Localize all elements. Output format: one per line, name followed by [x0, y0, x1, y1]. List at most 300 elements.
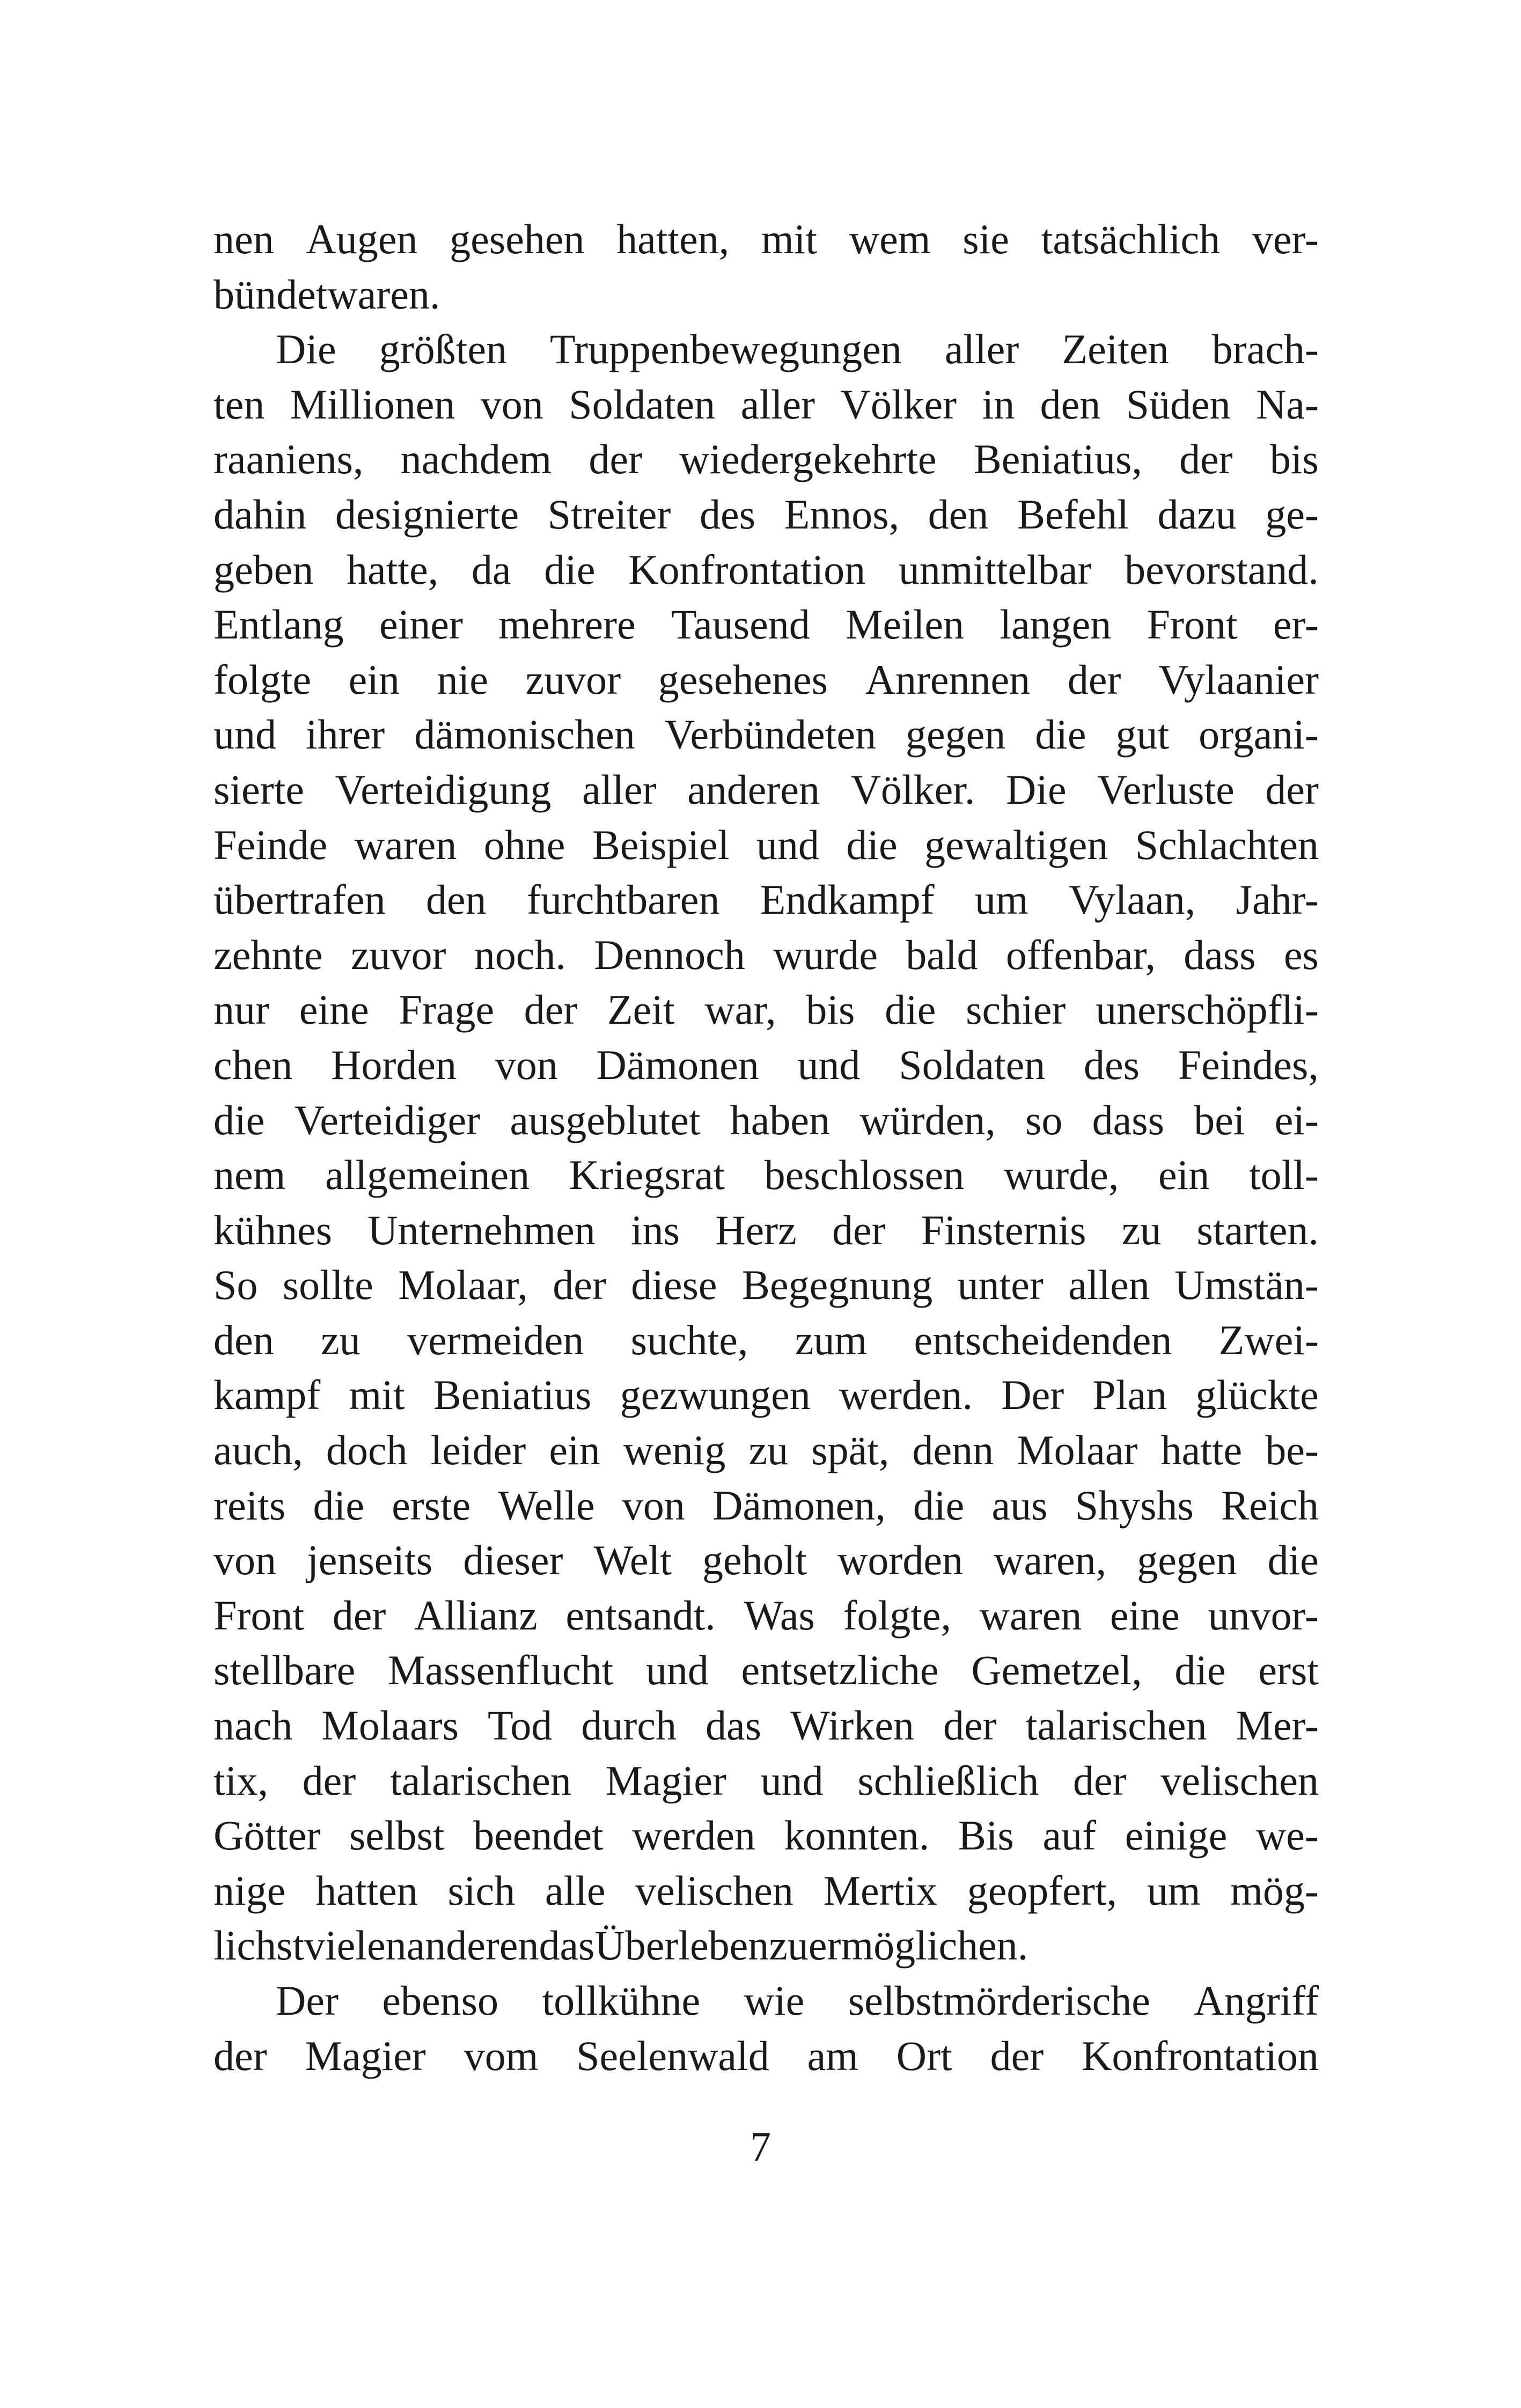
- word: bis: [1269, 436, 1319, 483]
- word: der: [1265, 766, 1319, 813]
- word: aller: [740, 380, 815, 428]
- text-line: [214, 1093, 1319, 1148]
- word: Der: [1001, 1371, 1064, 1419]
- word: Augen: [306, 216, 418, 262]
- word: Shyshs: [1075, 1481, 1194, 1529]
- word: spät,: [811, 1427, 890, 1474]
- word: sie: [962, 216, 1009, 262]
- text-line: [214, 542, 1319, 598]
- word: aus: [991, 1481, 1048, 1529]
- word: die: [1035, 711, 1086, 758]
- word: die: [1267, 1537, 1319, 1584]
- text-line: [214, 432, 1319, 487]
- word: nige: [214, 1867, 286, 1914]
- word: Götter: [214, 1812, 321, 1859]
- word: durch: [581, 1702, 677, 1749]
- word: kühnes: [214, 1206, 332, 1253]
- word: anderen: [687, 766, 820, 813]
- word: noch.: [474, 931, 566, 978]
- text-line: [214, 1808, 1319, 1863]
- word: zuvor: [350, 931, 446, 978]
- word: dämonischen: [414, 711, 635, 758]
- word: Endkampf: [760, 876, 935, 923]
- word: diese: [631, 1261, 717, 1309]
- word: vermeiden: [407, 1316, 584, 1363]
- word: leider: [430, 1427, 526, 1474]
- paragraph: [214, 322, 1319, 1973]
- page-number: 7: [750, 2123, 771, 2170]
- word: organi-: [1199, 711, 1319, 758]
- word: die: [313, 1481, 364, 1529]
- text-line: [214, 1038, 1319, 1093]
- word: zu: [769, 1922, 809, 1969]
- word: stellbare: [214, 1647, 356, 1694]
- word: Truppenbewegungen: [550, 326, 902, 373]
- word: jenseits: [307, 1537, 433, 1584]
- word: Tausend: [671, 601, 810, 648]
- word: Feinde: [214, 821, 328, 868]
- word: talarischen: [390, 1757, 571, 1804]
- word: Konfrontation: [1082, 2032, 1319, 2079]
- word: dazu: [1157, 490, 1237, 538]
- word: werden: [632, 1812, 755, 1859]
- word: Vylaan,: [1069, 876, 1196, 923]
- word: hatte: [1160, 1427, 1243, 1474]
- word: ten: [214, 380, 265, 428]
- text-line: [214, 1973, 1319, 2029]
- word: velischen: [1160, 1757, 1319, 1804]
- word: unerschöpfli-: [1096, 986, 1319, 1033]
- word: Entlang: [214, 601, 344, 648]
- word: wenig: [623, 1427, 726, 1474]
- word: folgte: [214, 656, 311, 703]
- word: Meilen: [846, 601, 965, 648]
- word: raaniens,: [214, 436, 364, 483]
- word: ge-: [1265, 490, 1319, 538]
- word: Magier: [605, 1757, 726, 1804]
- word: denn: [912, 1427, 994, 1474]
- word: Welle: [498, 1481, 595, 1529]
- word: Frage: [399, 986, 494, 1033]
- word: wem: [849, 216, 931, 262]
- word: ebenso: [382, 1977, 499, 2024]
- word: Beispiel: [592, 821, 730, 868]
- word: Welt: [593, 1537, 672, 1584]
- word: der: [990, 2032, 1044, 2079]
- word: ohne: [483, 821, 565, 868]
- word: und: [756, 821, 819, 868]
- text-line: [214, 982, 1319, 1038]
- word: brach-: [1211, 326, 1319, 373]
- word: Finsternis: [921, 1206, 1086, 1253]
- paragraph: [214, 1973, 1319, 2083]
- word: den: [214, 1316, 274, 1363]
- word: einer: [379, 601, 463, 648]
- word: Tod: [488, 1702, 553, 1749]
- word: mehrere: [498, 601, 636, 648]
- word: unter: [957, 1261, 1044, 1309]
- word: be-: [1265, 1427, 1319, 1474]
- word: aller: [944, 326, 1019, 373]
- word: designierte: [335, 490, 519, 538]
- word: des: [1084, 1041, 1140, 1088]
- word: gezwungen: [620, 1371, 811, 1419]
- word: vom: [464, 2032, 539, 2079]
- word: wie: [744, 1977, 805, 2024]
- text-line: [214, 597, 1319, 652]
- word: eine: [1109, 1591, 1180, 1639]
- word: sierte: [214, 766, 304, 813]
- word: Was: [744, 1591, 815, 1639]
- word: Verbündeten: [664, 711, 876, 758]
- word: die: [1174, 1647, 1226, 1694]
- text-line: [214, 212, 1319, 267]
- word: Verteidiger: [294, 1096, 481, 1143]
- word: Seelenwald: [576, 2032, 769, 2079]
- word: dahin: [214, 490, 307, 538]
- word: gesehenes: [658, 656, 828, 703]
- word: dass: [1092, 1096, 1164, 1143]
- text-line: [214, 762, 1319, 818]
- word: furchtbaren: [526, 876, 720, 923]
- text-line: [214, 1643, 1319, 1698]
- text-line: [214, 872, 1319, 928]
- word: geopfert,: [967, 1867, 1118, 1914]
- word: geben: [214, 546, 314, 593]
- word: wurde,: [1003, 1151, 1119, 1199]
- word: gewaltigen: [924, 821, 1108, 868]
- word: waren: [979, 1591, 1082, 1639]
- word: ins: [630, 1206, 680, 1253]
- text-line: [214, 322, 1319, 377]
- word: Herz: [715, 1206, 797, 1253]
- word: unvor-: [1208, 1591, 1319, 1639]
- text-line: [214, 1918, 1319, 1973]
- word: Front: [1147, 601, 1238, 648]
- word: Beniatius: [433, 1371, 592, 1419]
- word: folgte,: [843, 1591, 951, 1639]
- word: übertrafen: [214, 876, 386, 923]
- word: Die: [276, 326, 336, 373]
- word: unmittelbar: [898, 546, 1092, 593]
- word: zu: [321, 1316, 361, 1363]
- word: von: [622, 1481, 685, 1529]
- word: Anrennen: [865, 656, 1031, 703]
- word: der: [214, 2032, 267, 2079]
- word: sollte: [282, 1261, 373, 1309]
- word: der: [302, 1757, 356, 1804]
- word: mit: [761, 216, 818, 262]
- word: bis: [806, 986, 855, 1033]
- word: zum: [795, 1316, 868, 1363]
- word: einige: [1125, 1812, 1228, 1859]
- word: von: [495, 1041, 558, 1088]
- word: nie: [437, 656, 488, 703]
- word: Wirken: [790, 1702, 914, 1749]
- word: ein: [348, 656, 400, 703]
- word: alle: [545, 1867, 606, 1914]
- word: Kriegsrat: [569, 1151, 725, 1199]
- word: Ort: [896, 2032, 952, 2079]
- word: Streiter: [547, 490, 671, 538]
- text-line: [214, 1313, 1319, 1368]
- word: eine: [299, 986, 369, 1033]
- text-line: [214, 652, 1319, 708]
- word: am: [807, 2032, 858, 2079]
- word: glückte: [1195, 1371, 1319, 1419]
- word: Molaar,: [398, 1261, 528, 1309]
- word: Na-: [1256, 380, 1319, 428]
- text-line: [214, 818, 1319, 873]
- word: waren: [354, 821, 457, 868]
- word: konnten.: [784, 1812, 930, 1859]
- word: Der: [276, 1977, 339, 2024]
- word: Vylaanier: [1158, 656, 1319, 703]
- word: nem: [214, 1151, 286, 1199]
- word: sich: [447, 1867, 516, 1914]
- word: Plan: [1092, 1371, 1167, 1419]
- word: mit: [349, 1371, 405, 1419]
- text-line: [214, 2029, 1319, 2084]
- word: offenbar,: [1005, 931, 1156, 978]
- word: Ennos,: [784, 490, 900, 538]
- text-line: [214, 1368, 1319, 1423]
- text-line: [214, 1863, 1319, 1919]
- word: zu: [1121, 1206, 1162, 1253]
- word: war,: [704, 986, 776, 1033]
- word: tix,: [214, 1757, 268, 1804]
- word: doch: [326, 1427, 408, 1474]
- word: Völker.: [850, 766, 975, 813]
- word: den: [1040, 380, 1101, 428]
- word: aller: [582, 766, 657, 813]
- word: würden,: [859, 1096, 996, 1143]
- word: suchte,: [630, 1316, 748, 1363]
- word: von: [480, 380, 543, 428]
- word: beendet: [473, 1812, 604, 1859]
- text-line: [214, 1258, 1319, 1313]
- word: waren,: [994, 1537, 1107, 1584]
- word: das: [539, 1922, 595, 1969]
- word: Süden: [1126, 380, 1231, 428]
- word: größten: [379, 326, 507, 373]
- word: gegen: [1137, 1537, 1237, 1584]
- body-text: [214, 212, 1319, 2083]
- word: auch,: [214, 1427, 303, 1474]
- word: da: [471, 546, 511, 593]
- word: Soldaten: [899, 1041, 1046, 1088]
- word: des: [699, 490, 755, 538]
- word: die: [544, 546, 596, 593]
- word: chen: [214, 1041, 293, 1088]
- word: toll-: [1248, 1151, 1319, 1199]
- word: beschlossen: [764, 1151, 965, 1199]
- word: der: [1073, 1757, 1127, 1804]
- word: Molaars: [321, 1702, 459, 1749]
- word: Feindes,: [1178, 1041, 1319, 1088]
- word: bald: [906, 931, 978, 978]
- word: Molaar: [1017, 1427, 1138, 1474]
- word: anderen: [406, 1922, 539, 1969]
- word: das: [706, 1702, 762, 1749]
- word: Mer-: [1236, 1702, 1319, 1749]
- word: Schlachten: [1135, 821, 1319, 868]
- word: Reich: [1221, 1481, 1319, 1529]
- word: Konfrontation: [628, 546, 866, 593]
- text-line: [214, 1148, 1319, 1203]
- word: Unternehmen: [368, 1206, 596, 1253]
- word: die: [846, 821, 898, 868]
- word: und: [797, 1041, 861, 1088]
- word: ihrer: [305, 711, 385, 758]
- word: reits: [214, 1481, 286, 1529]
- word: wurde: [773, 931, 878, 978]
- word: tollkühne: [542, 1977, 701, 2024]
- word: zu: [748, 1427, 789, 1474]
- word: dass: [1184, 931, 1256, 978]
- word: der: [553, 1261, 606, 1309]
- word: Dämonen,: [712, 1481, 886, 1529]
- word: dieser: [463, 1537, 563, 1584]
- word: Mertix: [823, 1867, 937, 1914]
- word: entsetzliche: [741, 1647, 939, 1694]
- word: der: [943, 1702, 997, 1749]
- word: vielen: [304, 1922, 407, 1969]
- word: den: [425, 876, 487, 923]
- word: Horden: [331, 1041, 457, 1088]
- word: gut: [1115, 711, 1170, 758]
- word: worden: [837, 1537, 964, 1584]
- word: velischen: [635, 1867, 793, 1914]
- word: der: [589, 436, 642, 483]
- word: geholt: [702, 1537, 807, 1584]
- word: bevorstand.: [1125, 546, 1319, 593]
- word: zehnte: [214, 931, 323, 978]
- text-line: [214, 1423, 1319, 1478]
- word: Überleben: [594, 1922, 769, 1969]
- word: Begegnung: [741, 1261, 933, 1309]
- word: entscheidenden: [914, 1316, 1172, 1363]
- paragraph: [214, 212, 1319, 322]
- word: entsandt.: [565, 1591, 716, 1639]
- word: Verluste: [1097, 766, 1235, 813]
- word: gegen: [905, 711, 1006, 758]
- text-line: [214, 1698, 1319, 1753]
- word: erste: [392, 1481, 471, 1529]
- word: allgemeinen: [325, 1151, 530, 1199]
- word: um: [1147, 1867, 1201, 1914]
- word: Die: [1005, 766, 1067, 813]
- word: haben: [730, 1096, 831, 1143]
- word: von: [214, 1537, 276, 1584]
- word: talarischen: [1025, 1702, 1207, 1749]
- word: nach: [214, 1702, 293, 1749]
- word: Dämonen: [596, 1041, 759, 1088]
- text-line: [214, 487, 1319, 542]
- word: in: [982, 380, 1015, 428]
- word: we-: [1255, 1812, 1319, 1859]
- word: Massenflucht: [387, 1647, 614, 1694]
- word: Front: [214, 1591, 305, 1639]
- word: Angriff: [1194, 1977, 1319, 2024]
- word: zuvor: [525, 656, 621, 703]
- word: allen: [1068, 1261, 1150, 1309]
- word: erst: [1258, 1647, 1319, 1694]
- word: Gemetzel,: [971, 1647, 1142, 1694]
- word: gesehen: [450, 216, 585, 262]
- word: nen: [214, 216, 274, 262]
- word: hatte,: [346, 546, 439, 593]
- word: tatsächlich: [1041, 216, 1221, 262]
- word: der: [524, 986, 578, 1033]
- word: Befehl: [1017, 490, 1129, 538]
- word: auf: [1042, 1812, 1097, 1859]
- word: der: [1179, 436, 1233, 483]
- text-line: [214, 1478, 1319, 1533]
- word: starten.: [1196, 1206, 1319, 1253]
- word: es: [1283, 931, 1319, 978]
- word: Millionen: [290, 380, 455, 428]
- word: ermöglichen.: [808, 1922, 1028, 1969]
- text-line: [214, 707, 1319, 762]
- word: langen: [1000, 601, 1112, 648]
- word: So: [214, 1261, 258, 1309]
- word: schier: [966, 986, 1066, 1033]
- word: der: [832, 1206, 886, 1253]
- word: ver-: [1252, 216, 1319, 262]
- word: um: [975, 876, 1028, 923]
- word: nur: [214, 986, 269, 1033]
- text-line: [214, 1588, 1319, 1643]
- word: die: [214, 1096, 265, 1143]
- word: Zwei-: [1218, 1316, 1319, 1363]
- word: Zeit: [607, 986, 675, 1033]
- text-line: [214, 1203, 1319, 1258]
- word: die: [913, 1481, 965, 1529]
- word: ei-: [1274, 1096, 1319, 1143]
- word: Bis: [958, 1812, 1014, 1859]
- word: schließlich: [857, 1757, 1039, 1804]
- word: Dennoch: [594, 931, 745, 978]
- word: bündet: [214, 270, 328, 318]
- word: hatten,: [616, 216, 730, 262]
- word: Umstän-: [1174, 1261, 1319, 1309]
- word: ein: [1158, 1151, 1210, 1199]
- word: ausgeblutet: [510, 1096, 701, 1143]
- word: Magier: [305, 2032, 426, 2079]
- word: und: [760, 1757, 824, 1804]
- word: den: [928, 490, 989, 538]
- word: kampf: [214, 1371, 321, 1419]
- text-line: [214, 928, 1319, 983]
- word: die: [885, 986, 936, 1033]
- word: selbst: [349, 1812, 445, 1859]
- word: Verteidigung: [335, 766, 552, 813]
- word: waren.: [327, 270, 440, 318]
- word: Allianz: [414, 1591, 538, 1639]
- word: mög-: [1230, 1867, 1319, 1914]
- word: der: [1067, 656, 1121, 703]
- text-line: [214, 1753, 1319, 1809]
- word: so: [1025, 1096, 1063, 1143]
- word: ein: [549, 1427, 600, 1474]
- word: Soldaten: [569, 380, 716, 428]
- word: Völker: [840, 380, 957, 428]
- word: der: [332, 1591, 386, 1639]
- word: Jahr-: [1236, 876, 1319, 923]
- word: nachdem: [400, 436, 552, 483]
- word: und: [645, 1647, 709, 1694]
